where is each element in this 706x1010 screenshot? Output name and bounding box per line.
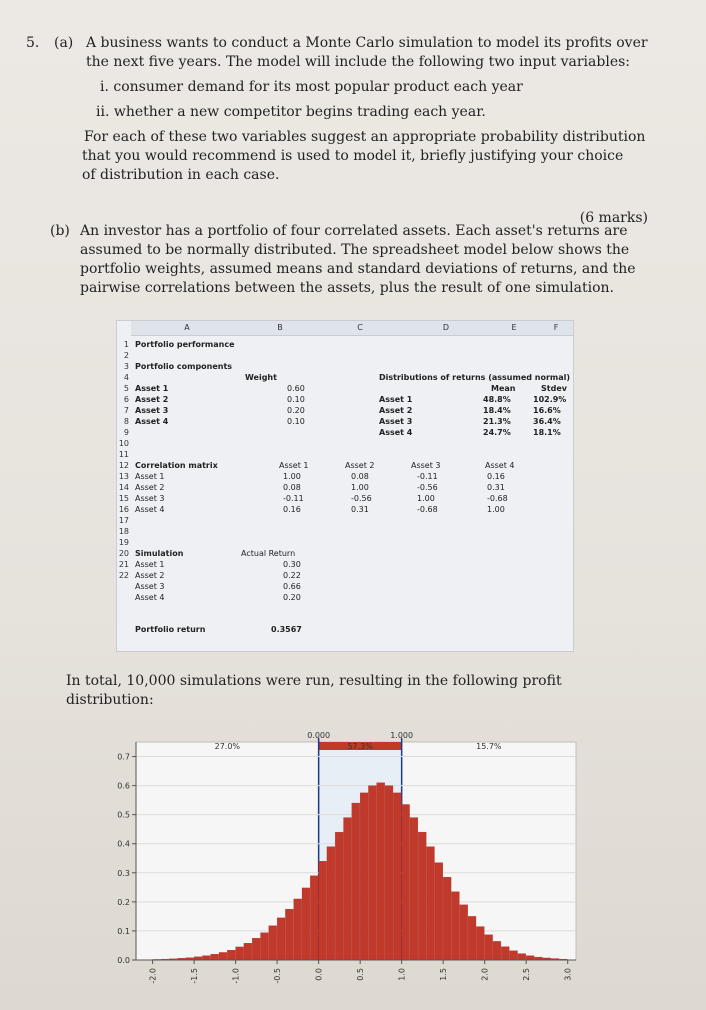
corr-value: -0.56 [417, 483, 438, 492]
weight-header: Weight [245, 373, 277, 382]
actual-return-value: 0.66 [283, 582, 301, 591]
histogram-bar [335, 832, 343, 960]
profit-distribution-chart [106, 728, 586, 990]
corr-value: -0.68 [417, 505, 438, 514]
row-number: 5 [123, 384, 129, 393]
histogram-bar [427, 847, 435, 960]
row-number: 18 [118, 527, 129, 536]
histogram-bar [501, 947, 509, 960]
row-number: 22 [118, 571, 129, 580]
corr-row-asset: Asset 4 [135, 505, 165, 514]
corr-value: -0.11 [417, 472, 438, 481]
histogram-bar [352, 803, 360, 960]
histogram-bar [252, 938, 260, 960]
histogram-bar [526, 956, 534, 960]
asset-label: Asset 1 [135, 384, 169, 393]
histogram-bar [385, 786, 393, 960]
corr-value: 0.31 [487, 483, 505, 492]
row-number: 7 [123, 406, 129, 415]
x-tick-label: 2.0 [480, 968, 490, 981]
mean-value: 21.3% [483, 417, 511, 426]
corr-value: 1.00 [351, 483, 369, 492]
histogram-bar [202, 956, 210, 960]
row-number: 2 [123, 351, 129, 360]
row-number: 16 [118, 505, 129, 514]
row-number: 21 [118, 560, 129, 569]
y-tick-label: 0.2 [117, 897, 130, 907]
histogram-bar [277, 918, 285, 960]
asset-label: Asset 2 [135, 395, 169, 404]
corr-row-asset: Asset 3 [135, 494, 165, 503]
col-header-f: F [539, 321, 573, 336]
corr-col-asset: Asset 1 [279, 461, 309, 470]
histogram-bar [468, 916, 476, 960]
corr-value: -0.68 [487, 494, 508, 503]
row-number: 14 [118, 483, 129, 492]
item-2: ii. whether a new competitor begins trading each year. [96, 104, 486, 120]
col-header-b: B [243, 321, 317, 336]
corr-row-asset: Asset 2 [135, 483, 165, 492]
histogram-bar [310, 876, 318, 960]
x-tick-label: 3.0 [563, 968, 573, 981]
band-label: 15.7% [476, 742, 502, 751]
row-number: 9 [123, 428, 129, 437]
weight-value: 0.60 [287, 384, 305, 393]
histogram-bar [410, 818, 418, 960]
histogram-bar [327, 847, 335, 960]
actual-return-header: Actual Return [241, 549, 296, 558]
asset-label: Asset 4 [135, 417, 169, 426]
part-b-label: (b) [50, 223, 70, 239]
x-tick-label: 1.0 [397, 968, 407, 981]
corr-value: 0.08 [283, 483, 301, 492]
correlation-header: Correlation matrix [135, 461, 218, 470]
corr-col-asset: Asset 2 [345, 461, 375, 470]
total-line-2: distribution: [66, 692, 154, 708]
part-a-line-1: A business wants to conduct a Monte Carlo simulation to model its profits over [86, 35, 648, 51]
part-b-line-3: portfolio weights, assumed means and standard deviations of returns, and the [80, 261, 636, 277]
row-number: 11 [118, 450, 129, 459]
corr-value: 1.00 [487, 505, 505, 514]
question-number: 5. [26, 35, 40, 51]
histogram-bar [269, 926, 277, 960]
asset-label: Asset 3 [135, 406, 169, 415]
histogram-bar [493, 941, 501, 960]
histogram-bar [319, 861, 327, 960]
y-tick-label: 0.1 [117, 926, 130, 936]
part-a-line-2: the next five years. The model will include the following two input variables: [86, 54, 631, 70]
x-tick-label: 2.5 [522, 968, 532, 981]
marker-label: 1.000 [390, 731, 414, 740]
row-number: 12 [118, 461, 129, 470]
row-number: 10 [118, 439, 129, 448]
mean-value: 48.8% [483, 395, 511, 404]
row-number: 13 [118, 472, 129, 481]
dist-asset-label: Asset 4 [379, 428, 413, 437]
histogram-bar [485, 935, 493, 960]
simulation-header: Simulation [135, 549, 184, 558]
x-tick-label: 1.5 [439, 968, 449, 981]
histogram-bar [393, 793, 401, 960]
part-b-line-1: An investor has a portfolio of four correlated assets. Each asset's returns are [80, 223, 628, 239]
y-tick-label: 0.6 [117, 781, 130, 791]
part-a-label: (a) [54, 35, 74, 51]
actual-return-value: 0.20 [283, 593, 301, 602]
stdev-value: 36.4% [533, 417, 561, 426]
histogram-bar [302, 888, 310, 960]
x-tick-label: -0.5 [273, 968, 283, 984]
col-header-a: A [131, 321, 243, 336]
corr-value: -0.11 [283, 494, 304, 503]
marks-label: (6 marks) [579, 210, 648, 226]
histogram-bar [368, 786, 376, 960]
histogram-bar [236, 947, 244, 960]
y-tick-label: 0.4 [117, 839, 130, 849]
total-line-1: In total, 10,000 simulations were run, resulting in the following profit [66, 673, 562, 689]
portfolio-return-value: 0.3567 [271, 625, 302, 634]
stdev-value: 18.1% [533, 428, 561, 437]
histogram-bar [285, 909, 293, 960]
histogram-bar [443, 877, 451, 960]
dist-asset-label: Asset 3 [379, 417, 413, 426]
band-label: 57.3% [347, 742, 373, 751]
col-header-e: E [489, 321, 539, 336]
sim-asset-label: Asset 1 [135, 560, 165, 569]
x-tick-label: 0.5 [356, 968, 366, 981]
histogram-bar [476, 927, 484, 960]
corr-value: 1.00 [283, 472, 301, 481]
row-number: 17 [118, 516, 129, 525]
y-tick-label: 0.5 [117, 810, 130, 820]
stdev-header: Stdev [541, 384, 567, 393]
marker-label: 0.000 [307, 731, 331, 740]
y-tick-label: 0.3 [117, 868, 130, 878]
sim-asset-label: Asset 4 [135, 593, 165, 602]
corr-value: 0.16 [487, 472, 505, 481]
weight-value: 0.10 [287, 395, 305, 404]
part-b-line-4: pairwise correlations between the assets, plus the result of one simulation. [80, 280, 615, 296]
histogram-bar [219, 952, 227, 960]
histogram-bar [518, 954, 526, 960]
histogram-bar [211, 954, 219, 960]
histogram-bar [460, 905, 468, 960]
stdev-value: 16.6% [533, 406, 561, 415]
x-tick-label: -1.5 [190, 968, 200, 984]
part-a-tail-1: For each of these two variables suggest an appropriate probability distribution [84, 129, 646, 145]
row-number: 20 [118, 549, 129, 558]
sim-asset-label: Asset 3 [135, 582, 165, 591]
corr-value: 1.00 [417, 494, 435, 503]
corr-col-asset: Asset 4 [485, 461, 515, 470]
actual-return-value: 0.30 [283, 560, 301, 569]
distribution-header: Distributions of returns (assumed normal) [379, 373, 571, 382]
row-number: 8 [123, 417, 129, 426]
corr-row-asset: Asset 1 [135, 472, 165, 481]
histogram-bar [360, 793, 368, 960]
y-tick-label: 0.7 [117, 752, 130, 762]
y-tick-label: 0.0 [117, 956, 130, 965]
corr-value: -0.56 [351, 494, 372, 503]
stdev-value: 102.9% [533, 395, 567, 404]
histogram-bar [451, 892, 459, 960]
histogram-bar [227, 950, 235, 960]
corr-value: 0.08 [351, 472, 369, 481]
sim-asset-label: Asset 2 [135, 571, 165, 580]
dist-asset-label: Asset 2 [379, 406, 413, 415]
col-header-c: C [317, 321, 403, 336]
actual-return-value: 0.22 [283, 571, 301, 580]
part-b-line-2: assumed to be normally distributed. The spreadsheet model below shows the [80, 242, 630, 258]
histogram-bar [294, 899, 302, 960]
row-number: 3 [123, 362, 129, 371]
corr-col-asset: Asset 3 [411, 461, 441, 470]
x-tick-label: 0.0 [314, 968, 324, 981]
weight-value: 0.10 [287, 417, 305, 426]
mean-value: 24.7% [483, 428, 511, 437]
histogram-bar [244, 943, 252, 960]
row-number: 6 [123, 395, 129, 404]
item-1: i. consumer demand for its most popular product each year [100, 79, 523, 95]
row-number: 15 [118, 494, 129, 503]
band-label: 27.0% [214, 742, 241, 751]
part-a-tail-3: of distribution in each case. [82, 167, 280, 183]
x-tick-label: -1.0 [231, 968, 241, 984]
weight-value: 0.20 [287, 406, 305, 415]
dist-asset-label: Asset 1 [379, 395, 413, 404]
histogram-bar [377, 783, 385, 960]
components-header: Portfolio components [135, 362, 233, 371]
corr-value: 0.31 [351, 505, 369, 514]
x-tick-label: -2.0 [148, 968, 158, 984]
part-a-tail-2: that you would recommend is used to model it, briefly justifying your choice [82, 148, 624, 164]
row-number: 19 [118, 538, 129, 547]
mean-header: Mean [491, 384, 516, 393]
sheet-title: Portfolio performance [135, 340, 235, 349]
portfolio-return-label: Portfolio return [135, 625, 206, 634]
mean-value: 18.4% [483, 406, 511, 415]
histogram-bar [435, 863, 443, 960]
spreadsheet [116, 320, 574, 652]
corr-value: 0.16 [283, 505, 301, 514]
histogram-bar [510, 951, 518, 960]
row-number: 1 [123, 340, 129, 349]
histogram-bar [261, 933, 269, 960]
histogram-bar [418, 832, 426, 960]
col-header-d: D [403, 321, 489, 336]
histogram-bar [344, 818, 352, 960]
row-number: 4 [123, 373, 129, 382]
histogram-bar [402, 804, 410, 960]
